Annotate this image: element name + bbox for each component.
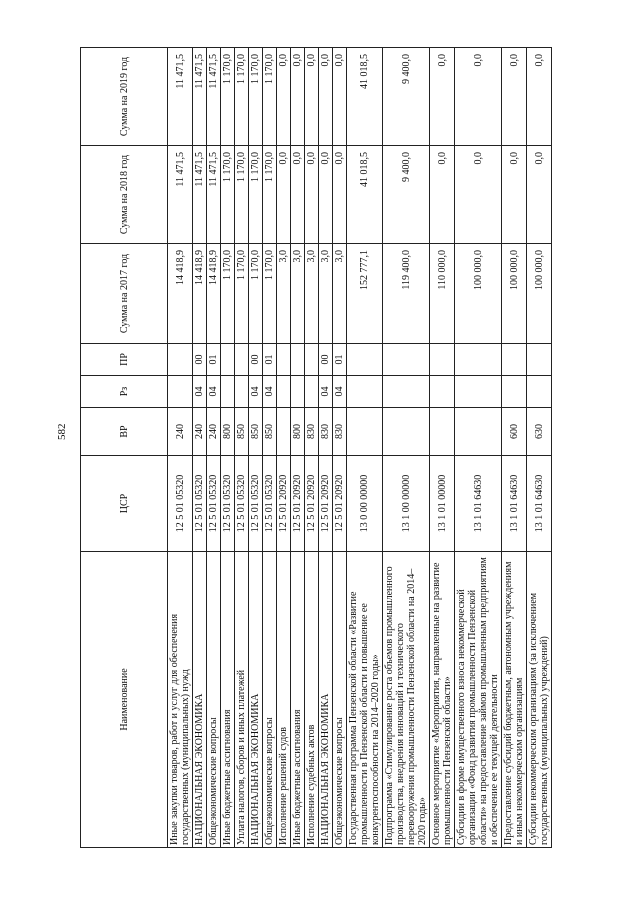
cell-rz	[277, 376, 291, 408]
cell-vr: 630	[527, 408, 552, 456]
cell-2017: 100 000,0	[502, 244, 527, 344]
cell-name: Уплата налогов, сборов и иных платежей	[235, 552, 249, 848]
cell-rz: 04	[193, 376, 207, 408]
cell-rz	[347, 376, 383, 408]
cell-2019: 0,0	[319, 48, 333, 146]
table-row	[291, 48, 305, 848]
cell-name: Общеэкономические вопросы	[263, 552, 277, 848]
cell-2019: 9 400,0	[383, 48, 430, 146]
table-row	[455, 48, 502, 848]
cell-name: Государственная программа Пензенской области «Развитие промышленности в Пензенской области и повышение ее конкурентоспособности на 2014–2020 годы»	[347, 552, 383, 848]
cell-2017: 1 170,0	[221, 244, 235, 344]
cell-vr: 800	[291, 408, 305, 456]
cell-2019: 0,0	[527, 48, 552, 146]
table-header-row	[81, 48, 168, 848]
cell-name: Субсидии в форме имущественного взноса некоммерческой организации «Фонд развития промышленности Пензенской области» на предоставление займов промышленным предприятиям и обеспечение ее текущей деятельности	[455, 552, 502, 848]
cell-pr: 00	[249, 344, 263, 376]
col-name-header: Наименование	[81, 552, 168, 848]
cell-name: Исполнение решений судов	[277, 552, 291, 848]
table-row	[249, 48, 263, 848]
cell-vr: 600	[502, 408, 527, 456]
cell-pr	[277, 344, 291, 376]
cell-name: Предоставление субсидий бюджетным, автономным учреждениям и иным некоммерческим организациям	[502, 552, 527, 848]
cell-2019: 11 471,5	[168, 48, 193, 146]
cell-csr: 12 5 01 05320	[207, 456, 221, 552]
table-row	[430, 48, 455, 848]
cell-name: Подпрограмма «Стимулирование роста объемов промышленного производства, внедрения инноваций и технического перевооружения промышленности Пензенской области на 2014–2020 годы»	[383, 552, 430, 848]
table-row	[235, 48, 249, 848]
cell-2019: 0,0	[277, 48, 291, 146]
cell-vr: 240	[168, 408, 193, 456]
cell-2017: 3,0	[333, 244, 347, 344]
cell-rz	[383, 376, 430, 408]
page-number: 582	[56, 423, 68, 440]
cell-pr: 00	[319, 344, 333, 376]
table-row	[168, 48, 193, 848]
cell-name: Иные закупки товаров, работ и услуг для обеспечения государственных (муниципальных) нужд	[168, 552, 193, 848]
table-row	[347, 48, 383, 848]
cell-csr: 12 5 01 20920	[305, 456, 319, 552]
cell-2017: 1 170,0	[263, 244, 277, 344]
cell-2018: 0,0	[291, 146, 305, 244]
cell-pr	[347, 344, 383, 376]
cell-pr	[430, 344, 455, 376]
cell-rz: 04	[263, 376, 277, 408]
table-row	[319, 48, 333, 848]
cell-2018: 1 170,0	[221, 146, 235, 244]
cell-2017: 1 170,0	[235, 244, 249, 344]
cell-pr	[291, 344, 305, 376]
cell-rz	[221, 376, 235, 408]
cell-2017: 152 777,1	[347, 244, 383, 344]
cell-2018: 0,0	[455, 146, 502, 244]
cell-name: Основное мероприятие «Мероприятия, направленные на развитие промышленности Пензенской области»	[430, 552, 455, 848]
cell-name: Общеэкономические вопросы	[207, 552, 221, 848]
cell-2019: 1 170,0	[249, 48, 263, 146]
cell-2019: 0,0	[502, 48, 527, 146]
cell-vr	[347, 408, 383, 456]
cell-2018: 11 471,5	[207, 146, 221, 244]
col-csr-header: ЦСР	[81, 456, 168, 552]
cell-csr: 12 5 01 20920	[277, 456, 291, 552]
table-row	[207, 48, 221, 848]
cell-2019: 1 170,0	[263, 48, 277, 146]
cell-vr: 240	[207, 408, 221, 456]
cell-2018: 0,0	[502, 146, 527, 244]
cell-rz: 04	[249, 376, 263, 408]
col-2018-header: Сумма на 2018 год	[81, 146, 168, 244]
cell-2018: 0,0	[430, 146, 455, 244]
cell-2017: 14 418,9	[168, 244, 193, 344]
cell-2017: 110 000,0	[430, 244, 455, 344]
table-row	[263, 48, 277, 848]
cell-2018: 11 471,5	[193, 146, 207, 244]
table-body	[168, 48, 552, 848]
cell-pr	[235, 344, 249, 376]
cell-pr: 00	[193, 344, 207, 376]
cell-2018: 1 170,0	[235, 146, 249, 244]
col-vr-header: ВР	[81, 408, 168, 456]
cell-2017: 3,0	[305, 244, 319, 344]
cell-2019: 1 170,0	[221, 48, 235, 146]
cell-rz	[291, 376, 305, 408]
cell-csr: 13 1 01 64630	[455, 456, 502, 552]
budget-table	[80, 47, 552, 848]
cell-name: Иные бюджетные ассигнования	[291, 552, 305, 848]
cell-vr	[455, 408, 502, 456]
cell-name: НАЦИОНАЛЬНАЯ ЭКОНОМИКА	[319, 552, 333, 848]
cell-name: Иные бюджетные ассигнования	[221, 552, 235, 848]
cell-2019: 11 471,5	[207, 48, 221, 146]
cell-csr: 12 5 01 05320	[263, 456, 277, 552]
cell-2019: 0,0	[305, 48, 319, 146]
cell-2018: 1 170,0	[263, 146, 277, 244]
cell-2018: 11 471,5	[168, 146, 193, 244]
table-row	[383, 48, 430, 848]
col-pr-header: ПР	[81, 344, 168, 376]
cell-csr: 12 5 01 05320	[249, 456, 263, 552]
cell-pr	[455, 344, 502, 376]
cell-2017: 100 000,0	[455, 244, 502, 344]
budget-table-container	[80, 48, 616, 848]
cell-pr: 01	[333, 344, 347, 376]
table-row	[527, 48, 552, 848]
cell-2017: 14 418,9	[207, 244, 221, 344]
cell-pr	[527, 344, 552, 376]
cell-2017: 14 418,9	[193, 244, 207, 344]
cell-2019: 0,0	[455, 48, 502, 146]
cell-csr: 12 5 01 05320	[235, 456, 249, 552]
cell-2018: 9 400,0	[383, 146, 430, 244]
cell-2018: 0,0	[319, 146, 333, 244]
cell-csr: 12 5 01 05320	[168, 456, 193, 552]
cell-vr: 850	[263, 408, 277, 456]
cell-csr: 12 5 01 20920	[319, 456, 333, 552]
cell-csr: 12 5 01 20920	[291, 456, 305, 552]
cell-csr: 13 1 01 00000	[430, 456, 455, 552]
cell-2017: 100 000,0	[527, 244, 552, 344]
cell-2018: 0,0	[305, 146, 319, 244]
col-rz-header: Рз	[81, 376, 168, 408]
cell-2017: 3,0	[277, 244, 291, 344]
cell-csr: 13 1 00 00000	[383, 456, 430, 552]
cell-pr: 01	[207, 344, 221, 376]
cell-vr: 800	[221, 408, 235, 456]
cell-rz	[168, 376, 193, 408]
cell-vr: 830	[319, 408, 333, 456]
cell-name: НАЦИОНАЛЬНАЯ ЭКОНОМИКА	[193, 552, 207, 848]
table-row	[502, 48, 527, 848]
cell-2018: 0,0	[333, 146, 347, 244]
cell-rz: 04	[319, 376, 333, 408]
cell-vr	[383, 408, 430, 456]
cell-pr: 01	[263, 344, 277, 376]
cell-2019: 0,0	[291, 48, 305, 146]
cell-name: Исполнение судебных актов	[305, 552, 319, 848]
cell-csr: 13 0 00 00000	[347, 456, 383, 552]
col-2019-header: Сумма на 2019 год	[81, 48, 168, 146]
cell-vr	[277, 408, 291, 456]
cell-csr: 12 5 01 05320	[221, 456, 235, 552]
cell-2018: 0,0	[277, 146, 291, 244]
table-row	[221, 48, 235, 848]
cell-pr	[383, 344, 430, 376]
cell-vr: 850	[235, 408, 249, 456]
col-2017-header: Сумма на 2017 год	[81, 244, 168, 344]
cell-name: Общеэкономические вопросы	[333, 552, 347, 848]
cell-csr: 12 5 01 05320	[193, 456, 207, 552]
cell-rz	[235, 376, 249, 408]
cell-rz	[430, 376, 455, 408]
cell-name: Субсидии некоммерческим организациям (за исключением государственных (муниципальных) учреждений)	[527, 552, 552, 848]
cell-rz	[305, 376, 319, 408]
table-row	[277, 48, 291, 848]
cell-rz	[502, 376, 527, 408]
cell-vr: 850	[249, 408, 263, 456]
cell-2019: 41 018,5	[347, 48, 383, 146]
cell-2017: 119 400,0	[383, 244, 430, 344]
cell-pr	[305, 344, 319, 376]
cell-2019: 0,0	[333, 48, 347, 146]
cell-2019: 1 170,0	[235, 48, 249, 146]
cell-rz	[527, 376, 552, 408]
cell-rz	[455, 376, 502, 408]
cell-csr: 12 5 01 20920	[333, 456, 347, 552]
cell-2018: 0,0	[527, 146, 552, 244]
cell-rz: 04	[207, 376, 221, 408]
table-row	[333, 48, 347, 848]
cell-2018: 41 018,5	[347, 146, 383, 244]
cell-vr: 830	[333, 408, 347, 456]
cell-vr: 830	[305, 408, 319, 456]
cell-2017: 3,0	[319, 244, 333, 344]
cell-vr: 240	[193, 408, 207, 456]
cell-vr	[430, 408, 455, 456]
table-row	[305, 48, 319, 848]
cell-2019: 0,0	[430, 48, 455, 146]
cell-csr: 13 1 01 64630	[527, 456, 552, 552]
cell-rz: 04	[333, 376, 347, 408]
cell-2017: 3,0	[291, 244, 305, 344]
cell-2017: 1 170,0	[249, 244, 263, 344]
cell-pr	[168, 344, 193, 376]
table-row	[193, 48, 207, 848]
cell-pr	[502, 344, 527, 376]
cell-name: НАЦИОНАЛЬНАЯ ЭКОНОМИКА	[249, 552, 263, 848]
cell-2018: 1 170,0	[249, 146, 263, 244]
cell-pr	[221, 344, 235, 376]
cell-2019: 11 471,5	[193, 48, 207, 146]
cell-csr: 13 1 01 64630	[502, 456, 527, 552]
